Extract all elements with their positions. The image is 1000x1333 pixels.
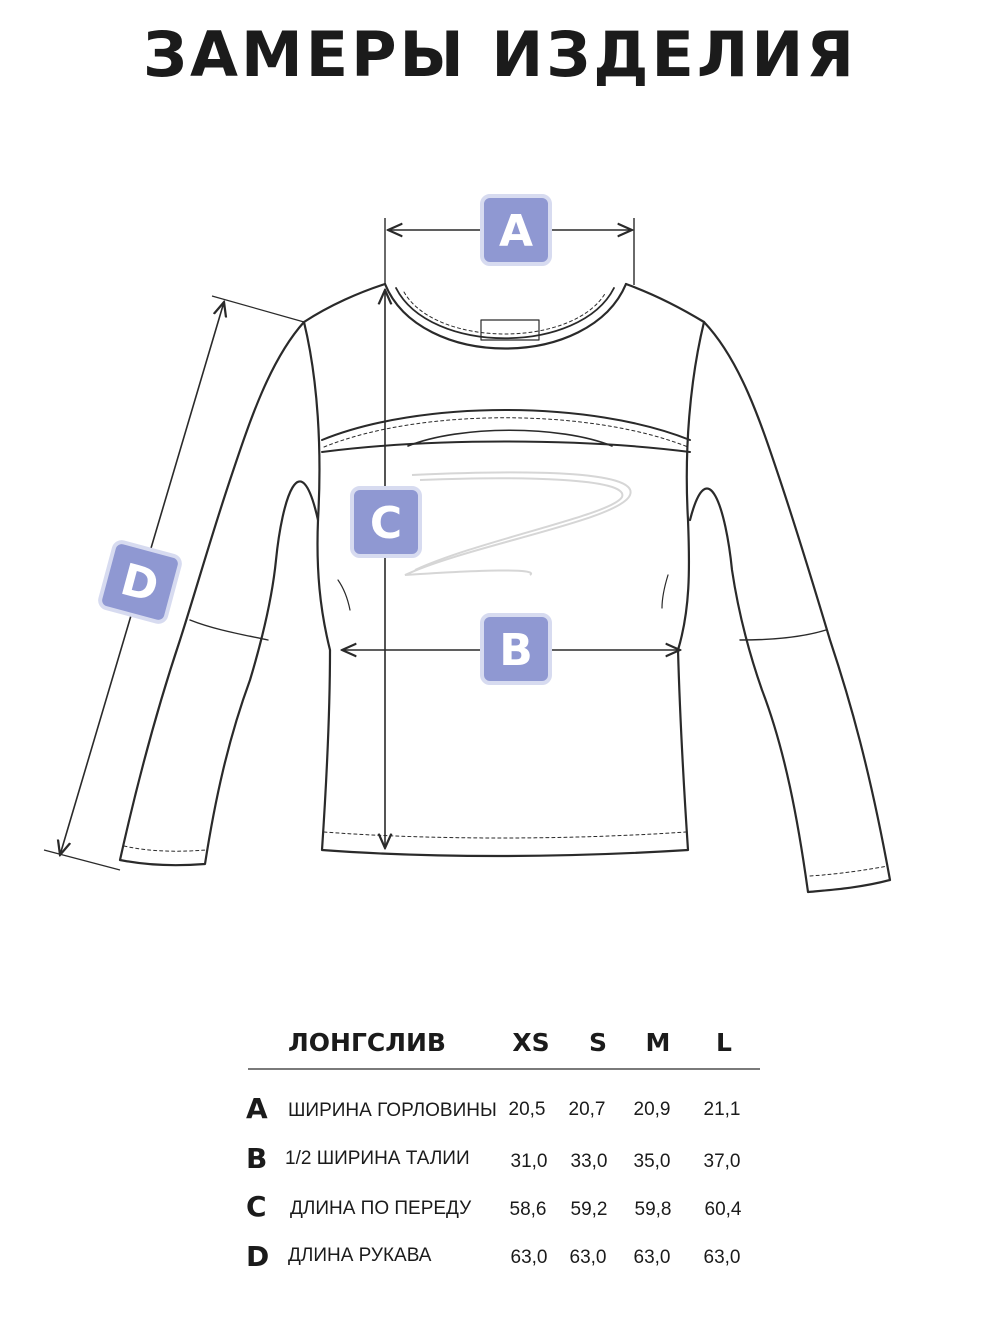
badge-d [98, 540, 181, 623]
table-cell: 35,0 [633, 1151, 671, 1172]
table-header-size: XS [512, 1028, 550, 1057]
cutout-top [322, 410, 690, 440]
table-header-size: L [716, 1028, 732, 1057]
badge-c [352, 488, 420, 556]
collar-stitch [404, 292, 606, 334]
table-cell: 59,8 [634, 1199, 672, 1220]
hem-stitch [324, 832, 686, 838]
svg-text:B: B [499, 625, 533, 676]
table-cell: 58,6 [509, 1199, 547, 1220]
table-header-size: M [645, 1028, 671, 1057]
table-cell: 63,0 [510, 1247, 548, 1268]
row-label: ШИРИНА ГОРЛОВИНЫ [288, 1100, 497, 1121]
row-letter: B [246, 1142, 268, 1175]
table-cell: 20,5 [508, 1099, 546, 1120]
row-label: 1/2 ШИРИНА ТАЛИИ [285, 1148, 470, 1169]
table-cell: 63,0 [703, 1247, 741, 1268]
table-cell: 63,0 [633, 1247, 671, 1268]
table-cell: 59,2 [570, 1199, 608, 1220]
badge-b [482, 615, 550, 683]
logo-swoosh [405, 472, 631, 575]
svg-text:A: A [498, 206, 534, 257]
table-cell: 33,0 [570, 1151, 608, 1172]
longsleeve-outline [120, 284, 890, 892]
right-dart [662, 575, 668, 608]
right-sleeve-fold [740, 630, 826, 640]
row-label: ДЛИНА РУКАВА [288, 1245, 432, 1266]
page-title: ЗАМЕРЫ ИЗДЕЛИЯ [143, 18, 857, 91]
row-letter: C [246, 1190, 267, 1223]
right-sleeve [690, 322, 890, 892]
row-letter: D [246, 1240, 270, 1273]
table-cell: 60,4 [704, 1199, 742, 1220]
table-cell: 37,0 [703, 1151, 741, 1172]
table-divider [248, 1068, 760, 1070]
svg-text:C: C [369, 498, 403, 549]
left-dart [338, 580, 350, 610]
table-cell: 20,7 [568, 1099, 606, 1120]
table-header-product: ЛОНГСЛИВ [288, 1028, 446, 1057]
cutout-bottom [322, 442, 690, 453]
row-letter: A [246, 1092, 268, 1125]
table-cell: 21,1 [703, 1099, 741, 1120]
badge-a [482, 196, 550, 264]
left-cuff-stitch [124, 846, 206, 851]
table-header-size: S [588, 1028, 607, 1057]
table-cell: 63,0 [569, 1247, 607, 1268]
svg-text:D: D [115, 554, 164, 613]
right-cuff-stitch [810, 866, 888, 876]
left-sleeve-fold [190, 620, 268, 640]
table-cell: 31,0 [510, 1151, 548, 1172]
table-cell: 20,9 [633, 1099, 671, 1120]
row-label: ДЛИНА ПО ПЕРЕДУ [290, 1198, 472, 1219]
